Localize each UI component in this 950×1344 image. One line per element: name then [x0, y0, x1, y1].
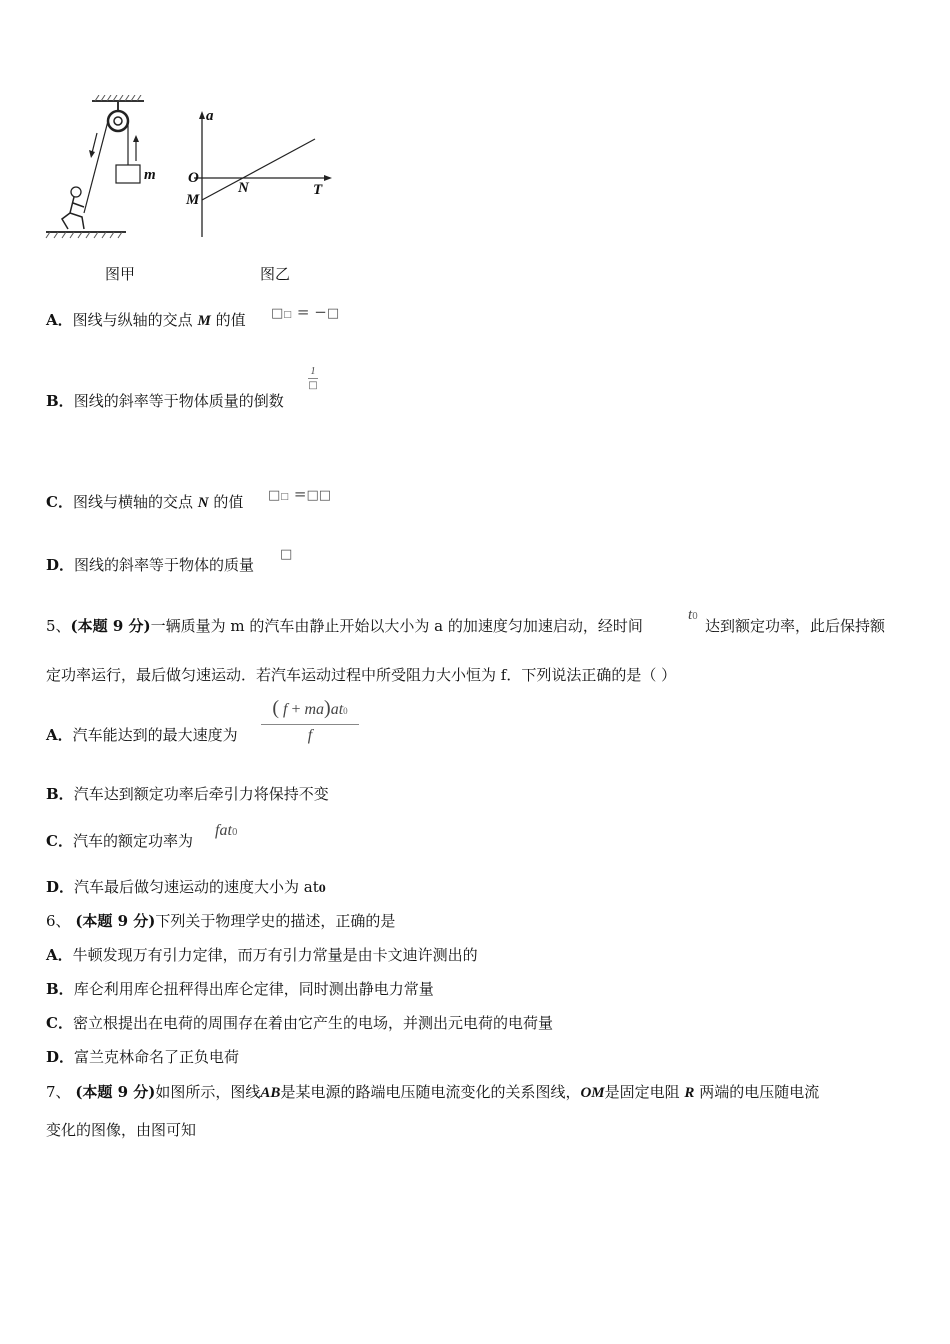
q5-a-fraction: ( f + ma)at0 f [260, 697, 360, 745]
q4-a-formula: □□ = −□ [271, 303, 340, 321]
q5-c-formula: fat0 [215, 822, 238, 839]
mass-label: m [144, 167, 156, 183]
figure-right-caption: 图乙 [260, 265, 291, 283]
q4-c-formula: □□ =□□ [268, 485, 332, 503]
q5-stem-line1: 5、(本题 9 分)一辆质量为 m 的汽车由静止开始以大小为 a 的加速度匀加速启动，经时间 [46, 617, 643, 635]
q6-option-d: D．富兰克林命名了正负电荷 [46, 1048, 240, 1066]
q7-stem-line1: 7、 (本题 9 分)如图所示，图线AB是某电源的路端电压随电流变化的关系图线，OM是固定电阻 R 两端的电压随电流 [46, 1083, 820, 1101]
q5-option-d: D．汽车最后做匀速运动的速度大小为 at0 [46, 878, 326, 896]
axis-x-label: T [313, 182, 323, 198]
q6-option-c: C．密立根提出在电荷的周围存在着由它产生的电场，并测出元电荷的电荷量 [46, 1014, 553, 1032]
figure-graph [180, 105, 340, 245]
origin-label: O [188, 170, 199, 186]
q5-option-b: B．汽车达到额定功率后牵引力将保持不变 [46, 785, 329, 803]
point-m-label: M [186, 192, 200, 208]
q4-option-a: A．图线与纵轴的交点 M 的值 [46, 311, 246, 329]
q4-option-b: B．图线的斜率等于物体质量的倒数 [46, 392, 284, 410]
q5-option-a: A．汽车能达到的最大速度为 [46, 726, 238, 744]
q4-b-fraction: 1 □ [308, 366, 318, 391]
figure-left-caption: 图甲 [105, 265, 136, 283]
q5-t0: t0 [688, 607, 698, 623]
q4-option-d: D．图线的斜率等于物体的质量 [46, 556, 255, 574]
q4-option-c: C．图线与横轴的交点 N 的值 [46, 493, 244, 511]
point-n-label: N [238, 180, 249, 196]
q4-d-formula: □ [280, 547, 293, 562]
q5-stem-line2: 定功率运行，最后做匀速运动．若汽车运动过程中所受阻力大小恒为 f．下列说法正确的是（ ） [46, 666, 677, 684]
q5-option-c: C．汽车的额定功率为 [46, 832, 193, 850]
axis-y-label: a [206, 108, 214, 124]
q6-stem: 6、 (本题 9 分)下列关于物理学史的描述，正确的是 [46, 912, 396, 930]
q6-option-a: A．牛顿发现万有引力定律，而万有引力常量是由卡文迪许测出的 [46, 946, 478, 964]
q6-option-b: B．库仑利用库仑扭秤得出库仑定律，同时测出静电力常量 [46, 980, 434, 998]
q7-stem-line2: 变化的图像，由图可知 [46, 1121, 197, 1139]
q5-stem-line1-end: 达到额定功率，此后保持额 [705, 617, 886, 635]
